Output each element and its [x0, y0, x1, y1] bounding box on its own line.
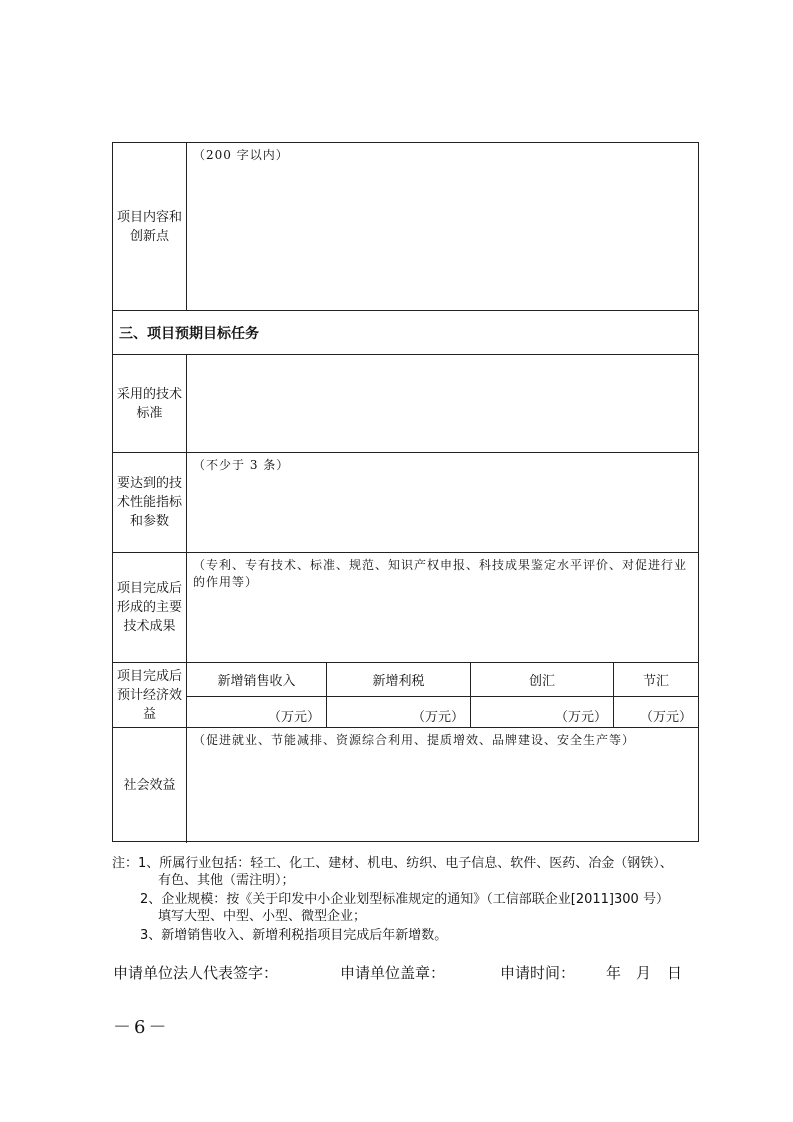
hint-tech-results: （专利、专有技术、标准、规范、知识产权申报、科技成果鉴定水平评价、对促进行业的作用等） [193, 558, 688, 589]
row-section-title [113, 311, 698, 355]
label-economic-benefit: 项目完成后预计经济效益 [113, 663, 187, 727]
row-tech-params [113, 453, 698, 553]
hint-tech-params: （不少于 3 条） [193, 458, 290, 472]
hint-social-benefit: （促进就业、节能减排、资源综合利用、提质增效、品牌建设、安全生产等） [193, 733, 636, 747]
field-social-benefit[interactable] [187, 728, 698, 843]
label-social-benefit: 社会效益 [113, 728, 187, 843]
head-new-tax: 新增利税 [327, 663, 470, 697]
unit-new-sales: （万元） [267, 710, 320, 725]
signature-day: 日 [667, 964, 683, 982]
signature-month: 月 [636, 964, 652, 982]
hint-project-content: （200 字以内） [193, 148, 289, 162]
note-line: 注：1、所属行业包括：轻工、化工、建材、机电、纺织、电子信息、软件、医药、冶金（钢铁）、 [112, 856, 673, 871]
row-tech-standard [113, 355, 698, 453]
field-project-content[interactable] [187, 143, 698, 310]
economic-benefit-grid [187, 663, 698, 727]
note-line: 填写大型、中型、小型、微型企业； [158, 909, 367, 924]
section-title: 三、项目预期目标任务 [119, 325, 259, 342]
note-line: 2、企业规模：按《关于印发中小企业划型标准规定的通知》（工信部联企业[2011]300 号） [140, 892, 669, 907]
row-social-benefit [113, 728, 698, 843]
label-tech-results: 项目完成后形成的主要技术成果 [113, 553, 187, 662]
note-line: 3、新增销售收入、新增利税指项目完成后年新增数。 [140, 928, 448, 943]
col-new-sales[interactable] [187, 663, 327, 727]
application-form-table [112, 142, 699, 842]
label-project-content: 项目内容和创新点 [113, 143, 187, 310]
head-forex-earned: 创汇 [471, 663, 613, 697]
signature-date-label: 申请时间： [500, 964, 576, 982]
row-economic-benefit [113, 663, 698, 728]
signature-seal: 申请单位盖章： [340, 964, 446, 982]
col-forex-earned[interactable] [471, 663, 614, 727]
head-new-sales: 新增销售收入 [187, 663, 326, 697]
field-tech-standard[interactable] [187, 355, 698, 452]
field-tech-results[interactable] [187, 553, 698, 662]
unit-forex-saved: （万元） [639, 710, 692, 725]
head-forex-saved: 节汇 [614, 663, 698, 697]
label-tech-standard: 采用的技术标准 [113, 355, 187, 452]
row-project-content [113, 143, 698, 311]
signature-legal-rep: 申请单位法人代表签字： [113, 964, 279, 982]
row-tech-results [113, 553, 698, 663]
signature-year: 年 [606, 964, 622, 982]
col-new-tax[interactable] [327, 663, 471, 727]
page-number: －6－ [113, 1017, 170, 1038]
unit-new-tax: （万元） [411, 710, 464, 725]
note-line: 有色、其他（需注明）； [158, 873, 295, 888]
label-tech-params: 要达到的技术性能指标和参数 [113, 453, 187, 552]
field-tech-params[interactable] [187, 453, 698, 552]
unit-forex-earned: （万元） [554, 710, 607, 725]
col-forex-saved[interactable] [614, 663, 698, 727]
